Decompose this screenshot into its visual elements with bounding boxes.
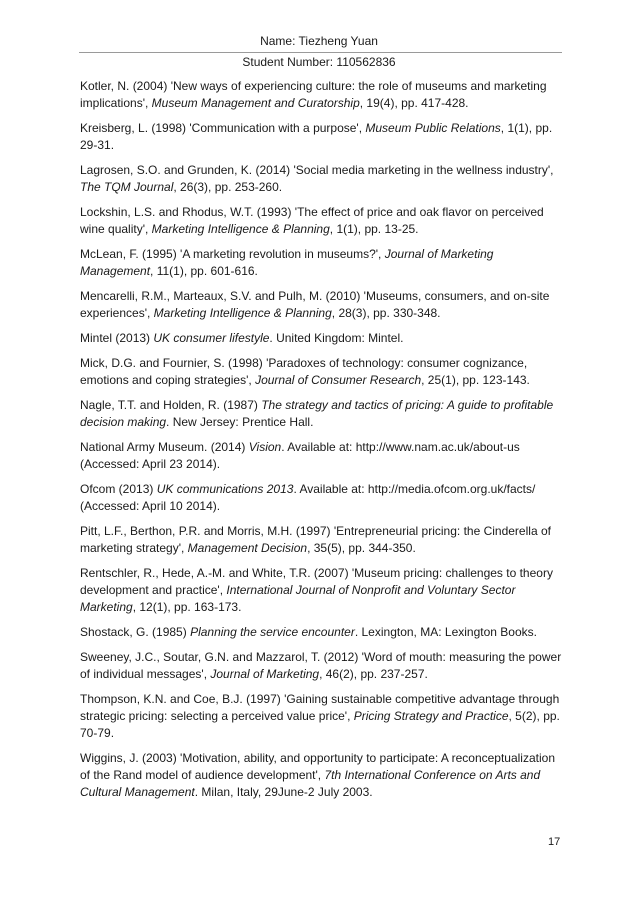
reference-text: Mintel (2013) [80, 331, 154, 345]
reference-text: Thompson, K.N. and Coe, B.J. (1997) 'Gaining sustainable competitive advantage through strategic pricing: selecting a perceived value price', [80, 692, 560, 723]
reference-details: , 1(1), pp. 13-25. [329, 222, 419, 236]
reference-details: , 46(2), pp. 237-257. [319, 667, 428, 681]
reference-list [80, 78, 566, 809]
reference-entry [80, 78, 566, 112]
reference-details: , 12(1), pp. 163-173. [132, 600, 242, 614]
reference-text: Lagrosen, S.O. and Grunden, K. (2014) 'Social media marketing in the wellness industry', [80, 163, 554, 177]
reference-details: , 28(3), pp. 330-348. [331, 306, 441, 320]
reference-entry [80, 397, 566, 431]
reference-entry [80, 120, 566, 154]
reference-details: . Milan, Italy, 29June-2 July 2003. [194, 785, 373, 799]
reference-details: , 19(4), pp. 417-428. [359, 96, 469, 110]
reference-entry [80, 691, 566, 742]
reference-text: Rentschler, R., Hede, A.-M. and White, T.R. (2007) 'Museum pricing: challenges to theory development and practice', [80, 566, 553, 597]
reference-source: Journal of Marketing [210, 667, 320, 681]
reference-details: . Available at: http://media.ofcom.org.uk/facts/ (Accessed: April 10 2014). [80, 482, 536, 513]
reference-entry [80, 750, 566, 801]
reference-text: Shostack, G. (1985) [80, 625, 191, 639]
reference-text: Kotler, N. (2004) 'New ways of experiencing culture: the role of museums and marketing implications', [80, 79, 547, 110]
reference-entry [80, 288, 566, 322]
reference-text: Mencarelli, R.M., Marteaux, S.V. and Pulh, M. (2010) 'Museums, consumers, and on-site experiences', [80, 289, 550, 320]
reference-source: The strategy and tactics of pricing: A guide to profitable decision making [80, 398, 554, 429]
reference-text: National Army Museum. (2014) [80, 440, 249, 454]
reference-entry [80, 624, 566, 641]
reference-details: , 5(2), pp. 70-79. [80, 709, 560, 740]
reference-details: , 26(3), pp. 253-260. [173, 180, 283, 194]
reference-details: . United Kingdom: Mintel. [269, 331, 404, 345]
reference-details: . Available at: http://www.nam.ac.uk/about-us (Accessed: April 23 2014). [80, 440, 520, 471]
reference-text: Nagle, T.T. and Holden, R. (1987) [80, 398, 262, 412]
reference-entry [80, 162, 566, 196]
reference-source: 7th International Conference on Arts and Cultural Management [80, 768, 541, 799]
reference-entry [80, 246, 566, 280]
reference-source: Journal of Marketing Management [80, 247, 494, 278]
reference-source: Journal of Consumer Research [255, 373, 422, 387]
reference-entry [80, 523, 566, 557]
reference-source: UK consumer lifestyle [153, 331, 270, 345]
reference-source: Vision [248, 440, 282, 454]
reference-source: Marketing Intelligence & Planning [151, 222, 330, 236]
reference-details: , 25(1), pp. 123-143. [421, 373, 530, 387]
reference-entry [80, 330, 566, 347]
reference-entry [80, 439, 566, 473]
reference-details: , 11(1), pp. 601-616. [150, 264, 258, 278]
reference-entry [80, 481, 566, 515]
author-name: Name: Tiezheng Yuan [260, 34, 378, 48]
reference-text: Wiggins, J. (2003) 'Motivation, ability, and opportunity to participate: A reconceptualization of the Rand model of audience development', [80, 751, 555, 782]
reference-details: . New Jersey: Prentice Hall. [166, 415, 314, 429]
reference-details: . Lexington, MA: Lexington Books. [354, 625, 537, 639]
reference-text: Sweeney, J.C., Soutar, G.N. and Mazzarol, T. (2012) 'Word of mouth: measuring the power of individual messages', [80, 650, 562, 681]
reference-source: The TQM Journal [80, 180, 174, 194]
reference-source: UK communications 2013 [156, 482, 294, 496]
reference-source: Management Decision [187, 541, 308, 555]
reference-text: Ofcom (2013) [80, 482, 157, 496]
reference-text: Lockshin, L.S. and Rhodus, W.T. (1993) 'The effect of price and oak flavor on perceived wine quality', [80, 205, 544, 236]
header-divider [79, 52, 562, 53]
reference-source: International Journal of Nonprofit and Voluntary Sector Marketing [80, 583, 516, 614]
reference-entry [80, 204, 566, 238]
reference-entry [80, 649, 566, 683]
reference-details: , 1(1), pp. 29-31. [80, 121, 553, 152]
reference-text: McLean, F. (1995) 'A marketing revolution in museums?', [80, 247, 385, 261]
reference-source: Museum Management and Curatorship [151, 96, 360, 110]
reference-entry [80, 565, 566, 616]
student-number: Student Number: 110562836 [242, 55, 396, 69]
reference-entry [80, 355, 566, 389]
reference-text: Kreisberg, L. (1998) 'Communication with a purpose', [80, 121, 366, 135]
reference-source: Museum Public Relations [365, 121, 501, 135]
reference-details: , 35(5), pp. 344-350. [307, 541, 416, 555]
page-number: 17 [548, 836, 561, 848]
reference-text: Mick, D.G. and Fournier, S. (1998) 'Paradoxes of technology: consumer cognizance, emotions and coping strategies', [80, 356, 528, 387]
reference-text: Pitt, L.F., Berthon, P.R. and Morris, M.H. (1997) 'Entrepreneurial pricing: the Cinderella of marketing strategy', [80, 524, 551, 555]
reference-source: Planning the service encounter [190, 625, 355, 639]
reference-source: Pricing Strategy and Practice [353, 709, 509, 723]
reference-source: Marketing Intelligence & Planning [153, 306, 332, 320]
